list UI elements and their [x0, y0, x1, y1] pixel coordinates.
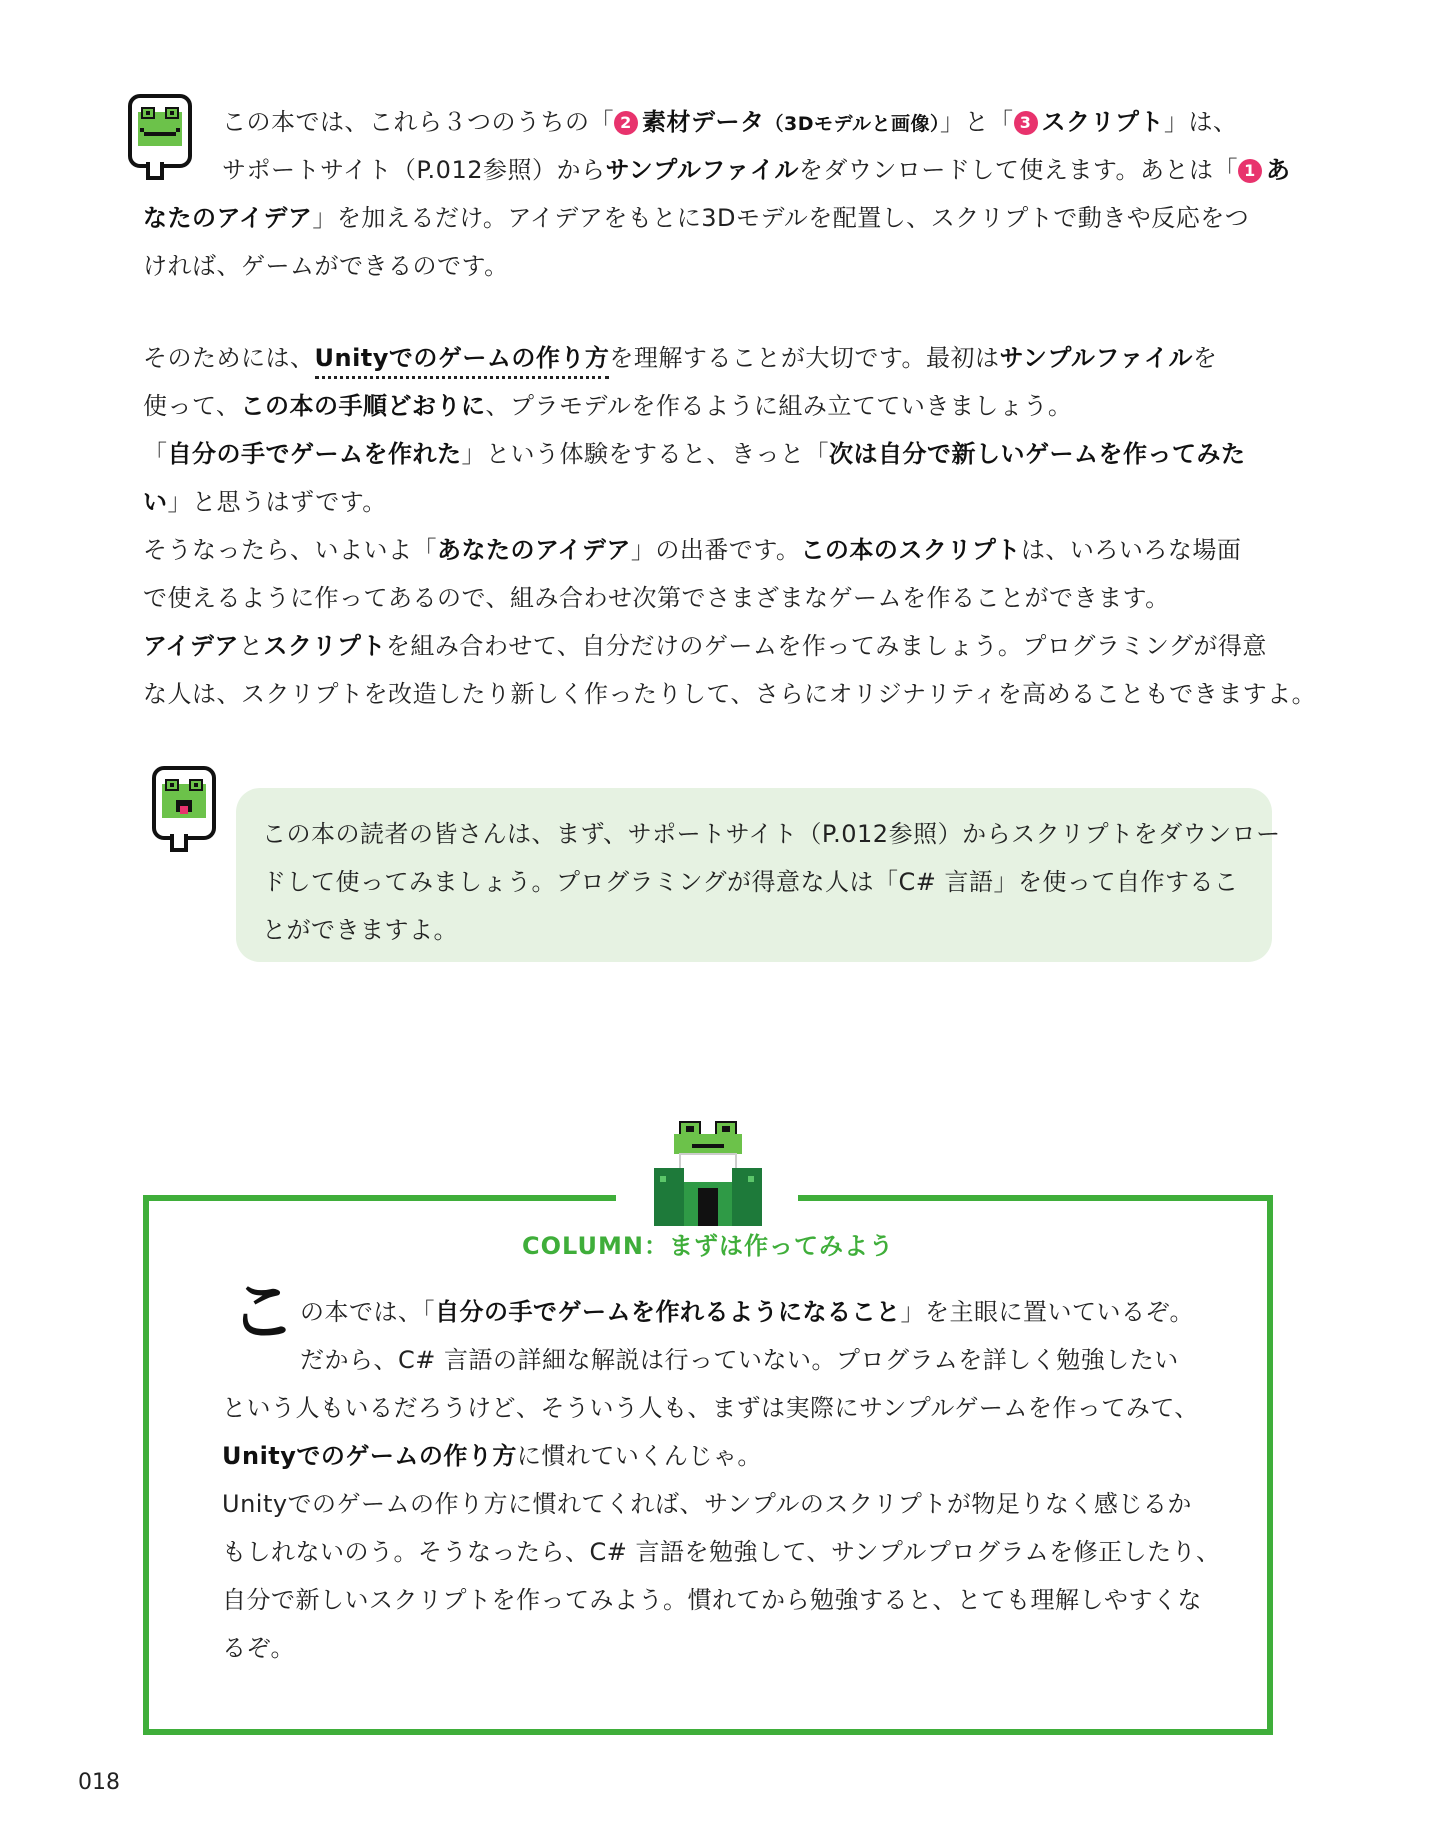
underlined-keyword: Unityでのゲームの作り方 — [315, 344, 610, 379]
column-text: に慣れていくんじゃ。 — [516, 1442, 762, 1470]
column-text: という人もいるだろうけど、そういう人も、まずは実際にサンプルゲームを作ってみて、 — [222, 1394, 1199, 1422]
keyword: 自分の手でゲームを作れるようになること — [435, 1298, 901, 1326]
intro-text: ければ、ゲームができるのです。 — [143, 252, 509, 280]
body-text: 使って、 — [143, 392, 241, 420]
keyword: （3Dモデルと画像） — [764, 113, 941, 135]
frog-speech-icon-tongue — [146, 764, 222, 856]
keyword: サンプルファイル — [999, 344, 1193, 372]
number-badge: 1 — [1238, 159, 1262, 183]
column-text: 自分で新しいスクリプトを作ってみよう。慣れてから勉強すると、とても理解しやすくな — [222, 1586, 1202, 1614]
column-title: COLUMN：まずは作ってみよう — [522, 1232, 894, 1260]
body-text: な人は、スクリプトを改造したり新しく作ったりして、さらにオリジナリティを高めることもできますよ。 — [143, 680, 1317, 708]
callout-text: とができますよ。 — [262, 916, 458, 944]
keyword: 素材データ — [642, 108, 765, 136]
body-text: 」という体験をすると、きっと「 — [461, 440, 829, 468]
column-text: Unityでのゲームの作り方に慣れてくれば、サンプルのスクリプトが物足りなく感じるか — [222, 1490, 1192, 1518]
keyword: あなたのアイデア — [437, 536, 631, 564]
number-badge: 3 — [1014, 111, 1038, 135]
column-text: 」を主眼に置いているぞ。 — [900, 1298, 1195, 1326]
intro-text: 」は、 — [1164, 108, 1238, 136]
frog-mascot-icon — [640, 1116, 776, 1230]
column-text: るぞ。 — [222, 1634, 296, 1662]
body-text: と — [238, 632, 264, 660]
keyword: アイデア — [143, 632, 239, 660]
keyword: サンプルファイル — [605, 156, 799, 184]
body-text: 」の出番です。 — [630, 536, 801, 564]
column-text: もしれないのう。そうなったら、C# 言語を勉強して、サンプルプログラムを修正したり、 — [222, 1538, 1221, 1566]
keyword: スクリプト — [263, 632, 386, 660]
body-text: を — [1192, 344, 1218, 372]
body-text: そうなったら、いよいよ「 — [143, 536, 437, 564]
frog-speech-icon-smile — [122, 92, 198, 184]
keyword: この本の手順どおりに — [240, 392, 486, 420]
callout-text: この本の読者の皆さんは、まず、サポートサイト（P.012参照）からスクリプトをダウンロー — [262, 820, 1281, 848]
keyword: 自分の手でゲームを作れた — [167, 440, 462, 468]
column-text: だから、C# 言語の詳細な解説は行っていない。プログラムを詳しく勉強したい — [300, 1346, 1179, 1374]
intro-text: サポートサイト（P.012参照）から — [222, 156, 606, 184]
keyword: 次は自分で新しいゲームを作ってみた — [829, 440, 1246, 468]
keyword: スクリプト — [1041, 108, 1165, 136]
body-text: そのためには、 — [143, 344, 315, 372]
intro-text: 」と「 — [940, 108, 1014, 136]
body-text: は、いろいろな場面 — [1020, 536, 1242, 564]
keyword: なたのアイデア — [143, 204, 313, 232]
column-text: の本では、「 — [300, 1298, 435, 1326]
body-text: を組み合わせて、自分だけのゲームを作ってみましょう。プログラミングが得意 — [385, 632, 1267, 660]
keyword: い — [143, 488, 168, 516]
keyword: あ — [1265, 156, 1291, 184]
intro-text: この本では、これら３つのうちの「 — [222, 108, 614, 136]
keyword: この本のスクリプト — [800, 536, 1021, 564]
page-number: 018 — [78, 1770, 120, 1795]
keyword: Unityでのゲームの作り方 — [222, 1442, 517, 1470]
intro-text: をダウンロードして使えます。あとは「 — [798, 156, 1238, 184]
callout-text: ドして使ってみましょう。プログラミングが得意な人は「C# 言語」を使って自作するこ — [262, 868, 1239, 896]
body-text: を理解することが大切です。最初は — [609, 344, 1000, 372]
intro-text: 」を加えるだけ。アイデアをもとに3Dモデルを配置し、スクリプトで動きや反応をつ — [312, 204, 1250, 232]
body-text: 「 — [143, 440, 168, 468]
number-badge: 2 — [614, 111, 638, 135]
column-dropcap: こ — [230, 1273, 296, 1350]
body-text: 」と思うはずです。 — [167, 488, 387, 516]
body-text: で使えるように作ってあるので、組み合わせ次第でさまざまなゲームを作ることができます。 — [143, 584, 1170, 612]
body-text: 、プラモデルを作るように組み立てていきましょう。 — [485, 392, 1073, 420]
